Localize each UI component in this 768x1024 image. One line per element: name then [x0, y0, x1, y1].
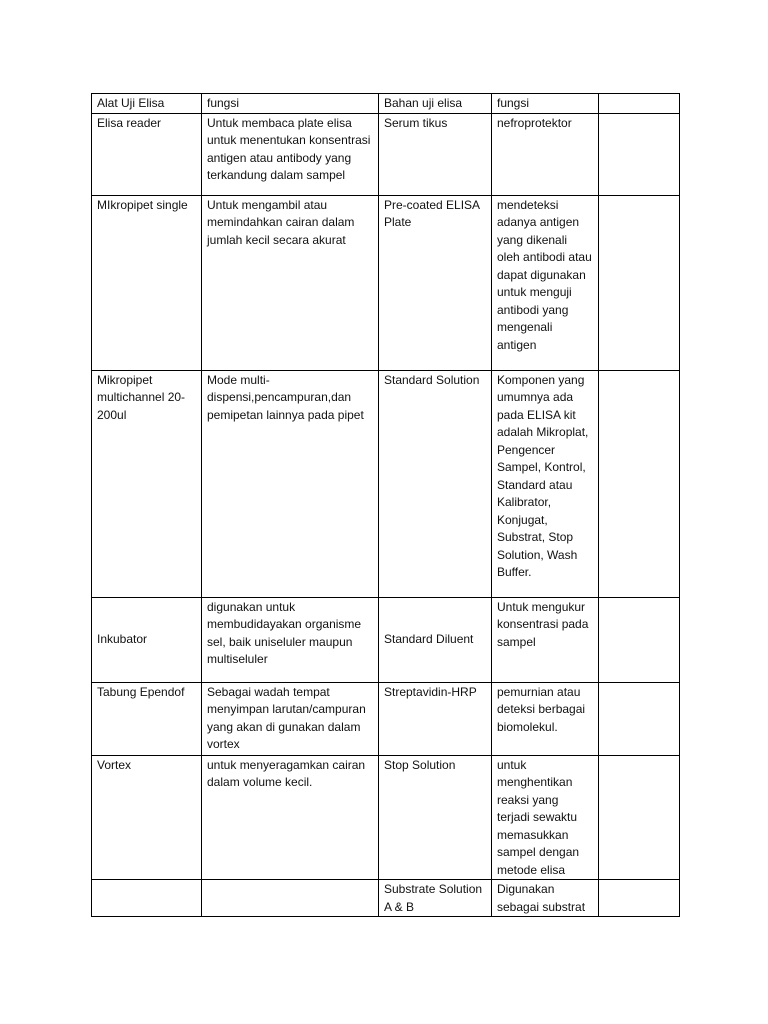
header-empty: [599, 94, 680, 114]
table-row: [92, 370, 680, 597]
cell-bahan-fungsi: Untuk mengukur konsentrasi pada sampel: [492, 597, 599, 682]
cell-alat: Inkubator: [92, 597, 202, 682]
cell-alat: Elisa reader: [92, 113, 202, 195]
cell-bahan-fungsi: Digunakan sebagai substrat: [492, 880, 599, 917]
cell-bahan-fungsi: Komponen yang umumnya ada pada ELISA kit adalah Mikroplat, Pengencer Sampel, Kontrol, Standard atau Kalibrator, Konjugat, Substrat, Stop Solution, Wash Buffer.: [492, 370, 599, 597]
cell-bahan: Substrate Solution A & B: [379, 880, 492, 917]
table-row: [92, 597, 680, 682]
cell-bahan-fungsi: mendeteksi adanya antigen yang dikenali oleh antibodi atau dapat digunakan untuk menguji antibodi yang mengenali antigen: [492, 195, 599, 370]
table-row: [92, 682, 680, 755]
header-bahan-uji-elisa: Bahan uji elisa: [379, 94, 492, 114]
cell-extra: [599, 755, 680, 880]
header-alat-uji-elisa: Alat Uji Elisa: [92, 94, 202, 114]
cell-alat: Vortex: [92, 755, 202, 880]
cell-extra: [599, 682, 680, 755]
cell-extra: [599, 370, 680, 597]
cell-alat-fungsi: Untuk membaca plate elisa untuk menentukan konsentrasi antigen atau antibody yang terkandung dalam sampel: [202, 113, 379, 195]
table-row: [92, 113, 680, 195]
cell-alat: MIkropipet single: [92, 195, 202, 370]
cell-bahan: Standard Solution: [379, 370, 492, 597]
cell-bahan: Standard Diluent: [379, 597, 492, 682]
cell-bahan: Stop Solution: [379, 755, 492, 880]
cell-bahan-fungsi: nefroprotektor: [492, 113, 599, 195]
table-row: [92, 195, 680, 370]
cell-extra: [599, 195, 680, 370]
cell-alat-fungsi: digunakan untuk membudidayakan organisme sel, baik uniseluler maupun multiseluler: [202, 597, 379, 682]
cell-bahan-fungsi: pemurnian atau deteksi berbagai biomolekul.: [492, 682, 599, 755]
table-row: [92, 880, 680, 917]
elisa-table: [91, 93, 680, 917]
cell-bahan: Serum tikus: [379, 113, 492, 195]
cell-bahan-fungsi: untuk menghentikan reaksi yang terjadi sewaktu memasukkan sampel dengan metode elisa: [492, 755, 599, 880]
cell-alat: Mikropipet multichannel 20-200ul: [92, 370, 202, 597]
cell-alat: Tabung Ependof: [92, 682, 202, 755]
cell-alat-fungsi: Sebagai wadah tempat menyimpan larutan/campuran yang akan di gunakan dalam vortex: [202, 682, 379, 755]
header-fungsi-alat: fungsi: [202, 94, 379, 114]
cell-alat-fungsi: [202, 880, 379, 917]
cell-extra: [599, 880, 680, 917]
table-header-row: [92, 94, 680, 114]
cell-alat-fungsi: Untuk mengambil atau memindahkan cairan dalam jumlah kecil secara akurat: [202, 195, 379, 370]
cell-extra: [599, 597, 680, 682]
header-fungsi-bahan: fungsi: [492, 94, 599, 114]
cell-bahan: Streptavidin-HRP: [379, 682, 492, 755]
cell-extra: [599, 113, 680, 195]
cell-bahan: Pre-coated ELISA Plate: [379, 195, 492, 370]
table-row: [92, 755, 680, 880]
cell-alat: [92, 880, 202, 917]
cell-alat-fungsi: Mode multi- dispensi,pencampuran,dan pemipetan lainnya pada pipet: [202, 370, 379, 597]
cell-alat-fungsi: untuk menyeragamkan cairan dalam volume kecil.: [202, 755, 379, 880]
